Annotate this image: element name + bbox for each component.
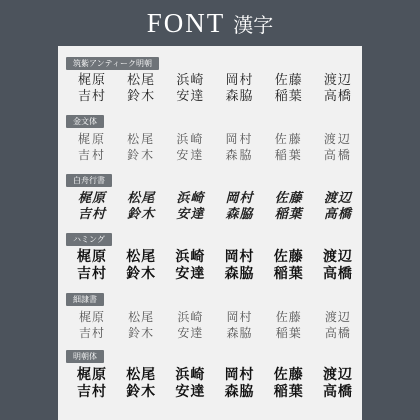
name-sample: 渡辺 — [323, 73, 352, 88]
font-sample-panel — [58, 46, 362, 420]
name-sample: 鈴木 — [127, 207, 156, 222]
name-sample: 岡村 — [225, 191, 254, 206]
name-sample: 安達 — [176, 207, 205, 222]
name-sample: 高橋 — [323, 148, 352, 162]
name-sample: 梶原 — [77, 249, 107, 265]
name-sample: 岡村 — [224, 249, 255, 265]
name-sample: 鈴木 — [127, 148, 156, 162]
name-sample: 稲葉 — [274, 148, 303, 162]
name-sample: 吉村 — [77, 384, 107, 400]
name-sample: 佐藤 — [273, 367, 304, 383]
name-row — [72, 131, 358, 148]
name-sample: 岡村 — [225, 73, 254, 88]
name-sample: 佐藤 — [274, 191, 303, 206]
name-sample: 高橋 — [324, 326, 351, 340]
name-sample: 安達 — [175, 384, 206, 400]
name-row — [72, 190, 358, 207]
name-sample: 梶原 — [77, 132, 106, 146]
name-row — [72, 249, 358, 266]
name-sample: 松尾 — [126, 367, 157, 383]
name-sample: 森脇 — [225, 148, 254, 162]
name-sample: 安達 — [176, 148, 205, 162]
name-sample: 梶原 — [78, 310, 105, 324]
name-sample: 松尾 — [127, 73, 156, 88]
name-sample: 松尾 — [126, 249, 157, 265]
name-sample: 吉村 — [77, 266, 107, 282]
name-row — [72, 266, 358, 283]
name-sample: 稲葉 — [274, 207, 303, 222]
name-sample: 岡村 — [225, 132, 254, 146]
name-sample: 森脇 — [224, 266, 255, 282]
name-sample: 佐藤 — [275, 310, 302, 324]
name-row — [72, 309, 358, 326]
name-sample: 渡辺 — [323, 132, 352, 146]
name-row — [72, 325, 358, 342]
name-row — [72, 206, 358, 223]
name-sample: 浜崎 — [177, 310, 204, 324]
name-row — [72, 72, 358, 89]
name-sample: 渡辺 — [322, 249, 353, 265]
name-sample: 高橋 — [323, 207, 352, 222]
name-sample: 稲葉 — [273, 266, 304, 282]
name-sample: 森脇 — [226, 326, 253, 340]
name-row — [72, 384, 358, 401]
font-label: 金文体 — [66, 115, 104, 128]
header — [0, 0, 420, 46]
font-label: 白舟行書 — [66, 174, 112, 187]
name-sample: 梶原 — [77, 73, 106, 88]
font-label: 明朝体 — [66, 350, 104, 363]
page-title: FONT — [146, 7, 226, 38]
name-sample: 佐藤 — [274, 73, 303, 88]
name-sample: 森脇 — [225, 89, 254, 104]
name-sample: 吉村 — [78, 326, 105, 340]
name-sample: 佐藤 — [274, 132, 303, 146]
name-row — [72, 147, 358, 164]
name-sample: 浜崎 — [176, 191, 205, 206]
name-sample: 高橋 — [322, 384, 353, 400]
name-sample: 浜崎 — [175, 249, 206, 265]
name-sample: 森脇 — [225, 207, 254, 222]
name-sample: 浜崎 — [176, 73, 205, 88]
name-sample: 渡辺 — [322, 367, 353, 383]
name-sample: 吉村 — [77, 207, 106, 222]
name-sample: 松尾 — [128, 310, 155, 324]
font-label: 筑紫アンティーク明朝 — [66, 57, 159, 70]
name-sample: 鈴木 — [126, 384, 157, 400]
name-sample: 稲葉 — [274, 89, 303, 104]
name-sample: 松尾 — [127, 132, 156, 146]
name-sample: 安達 — [175, 266, 206, 282]
name-sample: 浜崎 — [176, 132, 205, 146]
name-sample: 渡辺 — [324, 310, 351, 324]
name-sample: 岡村 — [226, 310, 253, 324]
name-sample: 稲葉 — [273, 384, 304, 400]
font-label: 細隷書 — [66, 293, 104, 306]
name-sample: 吉村 — [77, 89, 106, 104]
name-sample: 安達 — [177, 326, 204, 340]
name-row — [72, 367, 358, 384]
name-sample: 梶原 — [77, 191, 106, 206]
font-label: ハミング — [66, 233, 112, 246]
name-sample: 鈴木 — [126, 266, 157, 282]
name-sample: 吉村 — [77, 148, 106, 162]
name-sample: 稲葉 — [275, 326, 302, 340]
page-title-kanji: 漢字 — [233, 12, 274, 37]
name-sample: 浜崎 — [175, 367, 206, 383]
name-sample: 鈴木 — [128, 326, 155, 340]
name-sample: 高橋 — [322, 266, 353, 282]
name-sample: 鈴木 — [127, 89, 156, 104]
name-sample: 松尾 — [127, 191, 156, 206]
name-row — [72, 88, 358, 105]
name-sample: 安達 — [176, 89, 205, 104]
name-sample: 渡辺 — [323, 191, 352, 206]
name-sample: 梶原 — [77, 367, 107, 383]
name-sample: 岡村 — [224, 367, 255, 383]
name-sample: 高橋 — [323, 89, 352, 104]
name-sample: 佐藤 — [273, 249, 304, 265]
name-sample: 森脇 — [224, 384, 255, 400]
